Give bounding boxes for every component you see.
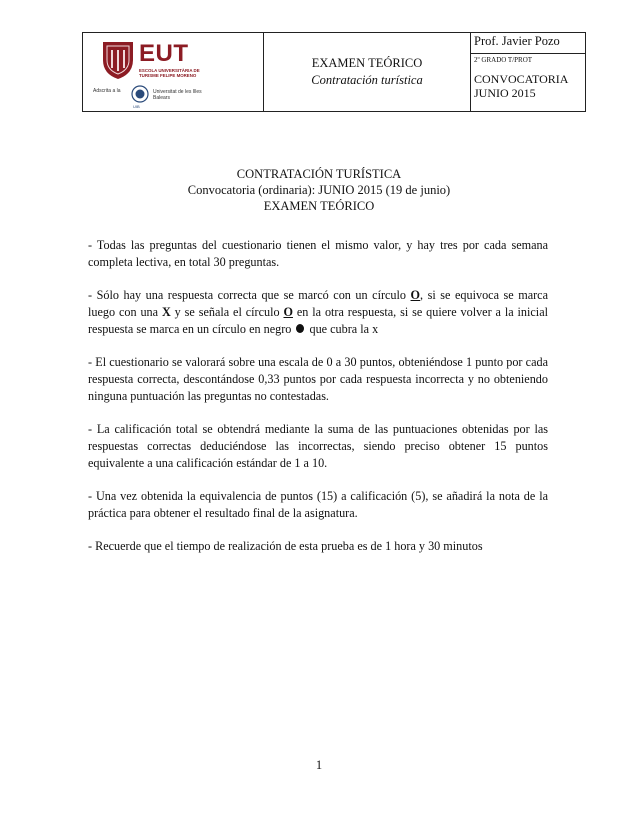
professor-cell xyxy=(471,33,586,54)
logo-name: EUT xyxy=(139,40,189,67)
p2-text-a: - Sólo hay una respuesta correcta que se marcó con un círculo xyxy=(88,288,411,302)
eut-logo xyxy=(83,33,263,111)
logo-uib-abbr: UIB xyxy=(133,104,140,109)
page-number: 1 xyxy=(315,758,323,772)
p2-text-c: y se señala el círculo xyxy=(170,305,284,319)
instructions xyxy=(88,237,548,571)
heading-exam-type: EXAMEN TEÓRICO xyxy=(263,199,375,213)
paragraph-4: - La calificación total se obtendrá mediante la suma de las puntuaciones obtenidas por las respuestas correctas deduciéndose las incorrectas, siendo preciso obtener 15 puntos equivalente a una calificación estándar de 1 a 10. xyxy=(88,422,548,470)
header-table xyxy=(82,32,586,112)
logo-cell xyxy=(83,33,264,112)
uib-seal-icon xyxy=(131,85,149,103)
exam-subtitle: Contratación turística xyxy=(311,73,423,87)
p2-text-d: en la otra respuesta, si se quiere volver a la inicial respuesta se marca en un círculo en negro xyxy=(88,305,548,336)
shield-icon xyxy=(101,40,135,80)
filled-circle-icon xyxy=(296,324,304,333)
heading-convocatoria: Convocatoria (ordinaria): JUNIO 2015 (19 de junio) xyxy=(187,183,451,197)
cross-mark-x: X xyxy=(161,305,171,319)
grado-label: 2º GRADO T/PROT xyxy=(474,55,533,64)
logo-adscrita: Adscrita a la xyxy=(93,88,121,94)
p2-text-e: que cubra la x xyxy=(306,322,379,336)
logo-subtitle: ESCOLA UNIVERSITÀRIA DE TURISME FELIPE MORENO xyxy=(139,68,200,78)
document-heading xyxy=(82,166,556,214)
paragraph-6: - Recuerde que el tiempo de realización de esta prueba es de 1 hora y 30 minutos xyxy=(88,539,483,553)
exam-title-cell xyxy=(264,33,471,112)
exam-title: EXAMEN TEÓRICO xyxy=(311,56,423,70)
logo-uib-text: Universitat de les Illes Balears xyxy=(153,89,202,101)
paragraph-3: - El cuestionario se valorará sobre una escala de 0 a 30 puntos, obteniéndose 1 punto por cada respuesta correcta, descontándose 0,33 puntos por cada respuesta incorrecta y no obteniendo ninguna puntuación las preguntas no contestadas. xyxy=(88,355,548,403)
paragraph-2 xyxy=(88,287,548,338)
paragraph-1: - Todas las preguntas del cuestionario tienen el mismo valor, y hay tres por cada semana completa lectiva, en total 30 preguntas. xyxy=(88,238,548,269)
convocatoria-cell xyxy=(471,53,586,111)
circle-mark-o-second: O xyxy=(283,305,293,319)
p2-text-b: , si se equivoca se marca luego con una xyxy=(88,288,548,319)
professor-name: Prof. Javier Pozo xyxy=(474,34,560,48)
heading-subject: CONTRATACIÓN TURÍSTICA xyxy=(236,167,402,181)
paragraph-5: - Una vez obtenida la equivalencia de puntos (15) a calificación (5), se añadirá la nota de la práctica para obtener el resultado final de la asignatura. xyxy=(88,489,548,520)
circle-mark-o: O xyxy=(410,288,421,302)
convocatoria-label: CONVOCATORIA JUNIO 2015 xyxy=(474,71,568,100)
